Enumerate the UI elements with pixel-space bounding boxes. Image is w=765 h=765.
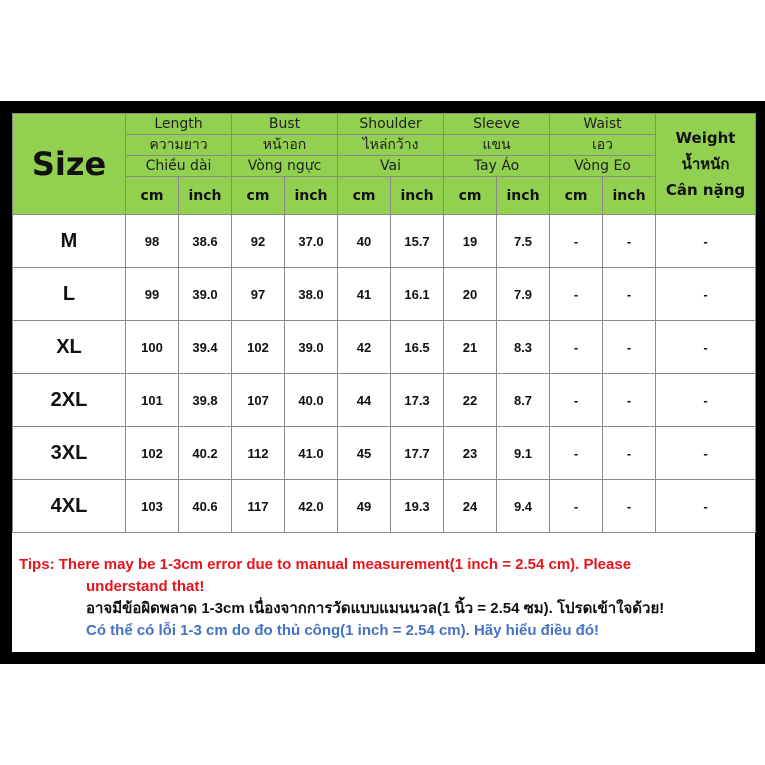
table-cell: 97 <box>232 268 285 321</box>
size-label: 3XL <box>13 427 126 480</box>
size-label: 4XL <box>13 480 126 533</box>
shoulder-header: Shoulder ไหล่กว้าง Vai <box>338 114 444 177</box>
weight-header: Weight น้ำหนัก Cân nặng <box>656 114 756 215</box>
table-cell: 21 <box>444 321 497 374</box>
unit-header: inch <box>179 177 232 215</box>
unit-header: inch <box>391 177 444 215</box>
table-cell: 16.1 <box>391 268 444 321</box>
table-cell: - <box>656 268 756 321</box>
table-cell: - <box>550 215 603 268</box>
table-cell: - <box>550 374 603 427</box>
table-cell: 92 <box>232 215 285 268</box>
table-cell: 38.0 <box>285 268 338 321</box>
table-cell: 100 <box>126 321 179 374</box>
bust-header: Bust หน้าอก Vòng ngực <box>232 114 338 177</box>
tips-vietnamese: Có thể có lỗi 1-3 cm do đo thủ công(1 inch = 2.54 cm). Hãy hiểu điều đó! <box>86 622 599 639</box>
table-row <box>13 374 756 427</box>
unit-header: inch <box>497 177 550 215</box>
table-cell: 19 <box>444 215 497 268</box>
table-cell: - <box>656 480 756 533</box>
table-cell: 41 <box>338 268 391 321</box>
sleeve-header: Sleeve แขน Tay Áo <box>444 114 550 177</box>
table-cell: 16.5 <box>391 321 444 374</box>
chart-frame <box>0 101 765 664</box>
table-cell: 39.0 <box>179 268 232 321</box>
table-cell: 40.6 <box>179 480 232 533</box>
table-cell: - <box>603 268 656 321</box>
table-cell: 8.7 <box>497 374 550 427</box>
unit-header: inch <box>285 177 338 215</box>
table-cell: 112 <box>232 427 285 480</box>
table-cell: - <box>550 480 603 533</box>
table-cell: 99 <box>126 268 179 321</box>
table-cell: 40.2 <box>179 427 232 480</box>
unit-header: cm <box>126 177 179 215</box>
unit-header: cm <box>550 177 603 215</box>
table-cell: - <box>603 374 656 427</box>
table-cell: - <box>656 374 756 427</box>
table-cell: 20 <box>444 268 497 321</box>
table-cell: - <box>656 215 756 268</box>
table-cell: 42 <box>338 321 391 374</box>
table-cell: 102 <box>126 427 179 480</box>
tips-english: There may be 1-3cm error due to manual measurement(1 inch = 2.54 cm). Please <box>58 556 632 573</box>
table-row <box>13 268 756 321</box>
size-chart-table <box>12 113 756 533</box>
table-cell: 9.4 <box>497 480 550 533</box>
table-cell: - <box>550 427 603 480</box>
table-cell: - <box>603 215 656 268</box>
table-cell: - <box>550 268 603 321</box>
table-cell: 17.7 <box>391 427 444 480</box>
table-cell: 38.6 <box>179 215 232 268</box>
table-row <box>13 480 756 533</box>
unit-header: cm <box>338 177 391 215</box>
size-label: XL <box>13 321 126 374</box>
table-cell: - <box>656 427 756 480</box>
tips-label: Tips: <box>19 556 55 573</box>
table-cell: 41.0 <box>285 427 338 480</box>
size-chart-card <box>12 113 755 652</box>
unit-header: cm <box>444 177 497 215</box>
unit-header: inch <box>603 177 656 215</box>
size-title: Size <box>31 145 107 183</box>
table-cell: 39.4 <box>179 321 232 374</box>
table-cell: - <box>603 427 656 480</box>
table-cell: 8.3 <box>497 321 550 374</box>
table-cell: 22 <box>444 374 497 427</box>
table-cell: 7.5 <box>497 215 550 268</box>
size-label: 2XL <box>13 374 126 427</box>
table-cell: 40 <box>338 215 391 268</box>
table-cell: 45 <box>338 427 391 480</box>
table-cell: 37.0 <box>285 215 338 268</box>
table-cell: 103 <box>126 480 179 533</box>
table-cell: 15.7 <box>391 215 444 268</box>
table-row <box>13 321 756 374</box>
tips-note <box>19 554 747 642</box>
table-cell: 117 <box>232 480 285 533</box>
table-cell: 39.8 <box>179 374 232 427</box>
table-cell: 101 <box>126 374 179 427</box>
table-cell: 44 <box>338 374 391 427</box>
table-cell: 19.3 <box>391 480 444 533</box>
table-cell: - <box>550 321 603 374</box>
waist-header: Waist เอว Vòng Eo <box>550 114 656 177</box>
table-cell: - <box>656 321 756 374</box>
table-cell: 42.0 <box>285 480 338 533</box>
table-cell: 102 <box>232 321 285 374</box>
table-cell: 9.1 <box>497 427 550 480</box>
size-header <box>13 114 126 215</box>
table-row <box>13 427 756 480</box>
table-cell: 40.0 <box>285 374 338 427</box>
table-cell: 17.3 <box>391 374 444 427</box>
table-row <box>13 215 756 268</box>
table-cell: 23 <box>444 427 497 480</box>
unit-header: cm <box>232 177 285 215</box>
table-cell: - <box>603 321 656 374</box>
tips-english-cont: understand that! <box>86 578 205 595</box>
table-cell: 98 <box>126 215 179 268</box>
size-label: M <box>13 215 126 268</box>
tips-thai: อาจมีข้อผิดพลาด 1-3cm เนื่องจากการวัดแบบแมนนวล(1 นิ้ว = 2.54 ซม). โปรดเข้าใจด้วย! <box>86 600 665 617</box>
size-label: L <box>13 268 126 321</box>
table-cell: 24 <box>444 480 497 533</box>
table-cell: - <box>603 480 656 533</box>
table-cell: 39.0 <box>285 321 338 374</box>
table-cell: 49 <box>338 480 391 533</box>
table-cell: 7.9 <box>497 268 550 321</box>
length-header: Length ความยาว Chiều dài <box>126 114 232 177</box>
table-cell: 107 <box>232 374 285 427</box>
